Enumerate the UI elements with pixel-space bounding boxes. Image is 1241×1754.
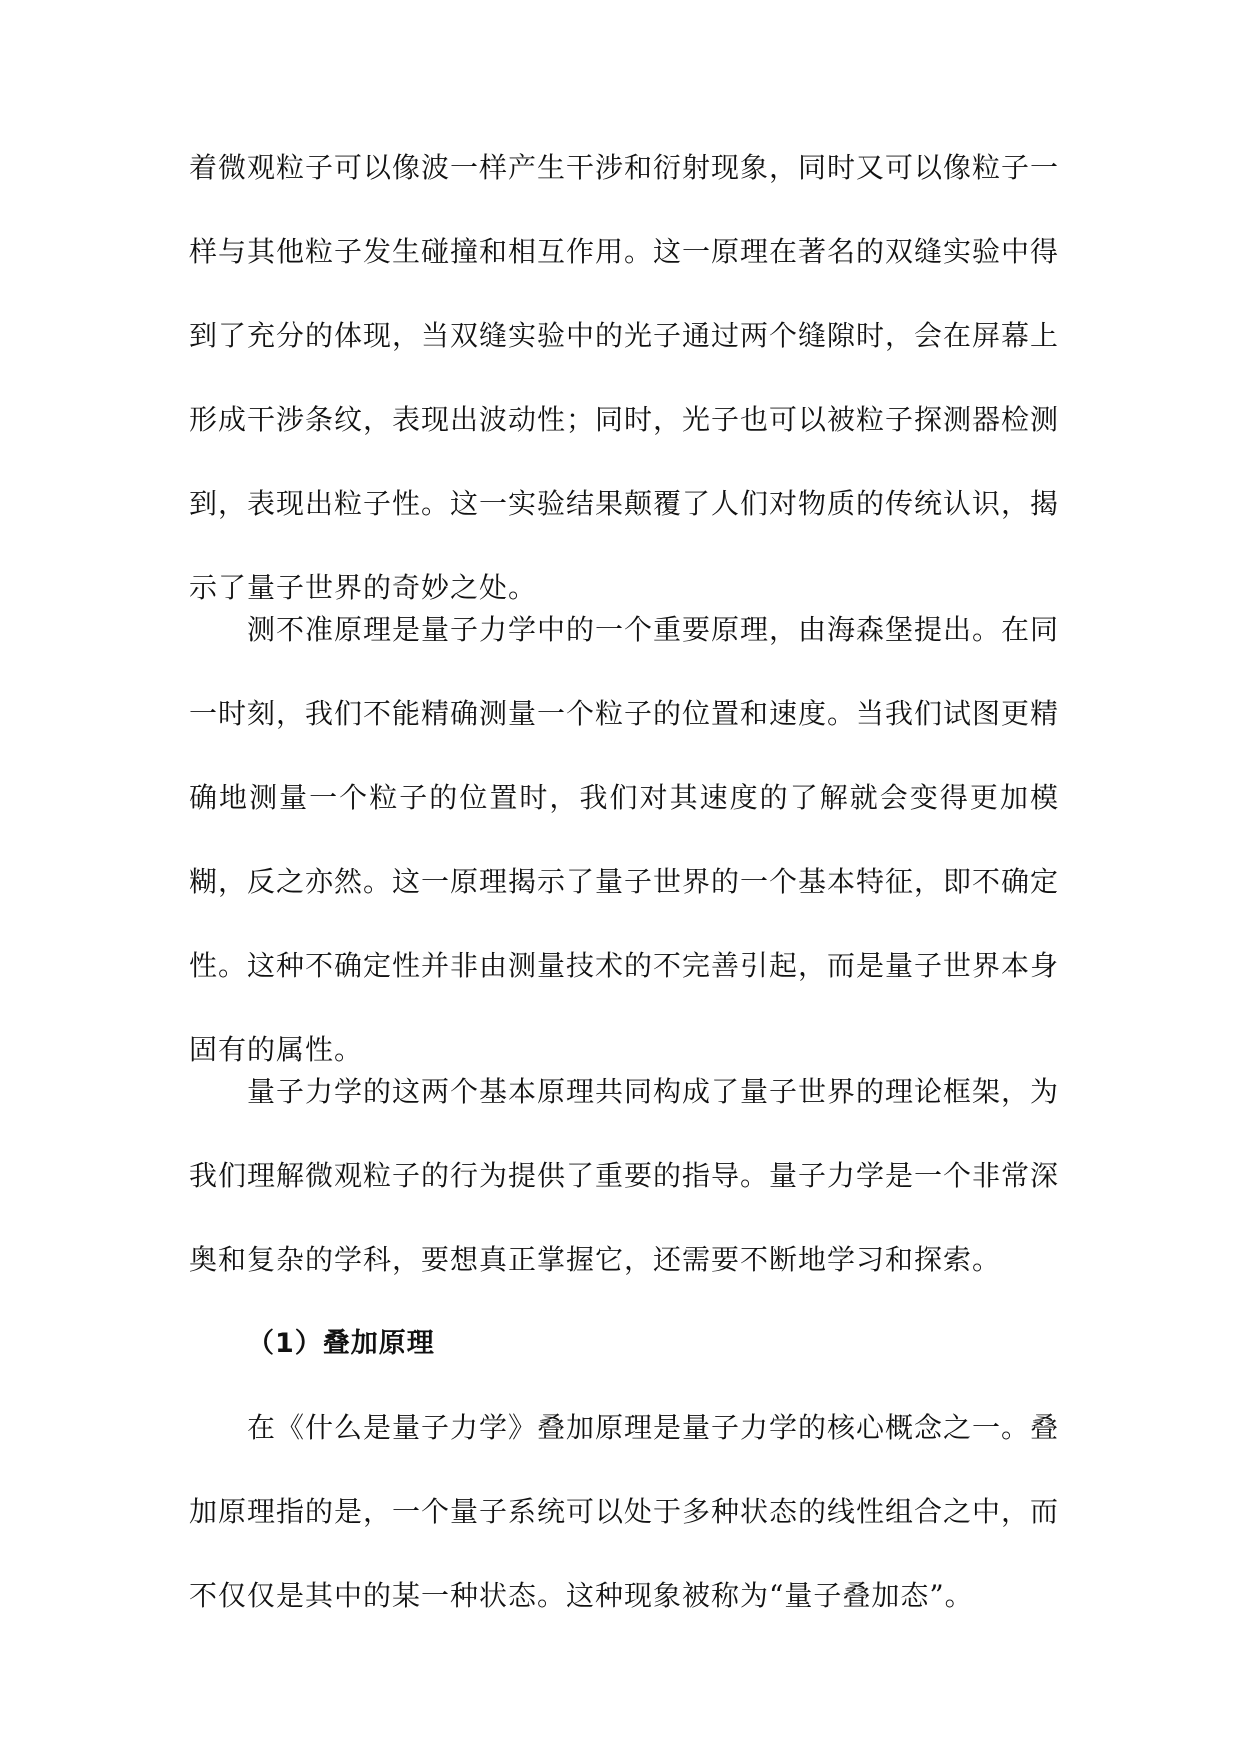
paragraph-superposition: 在《什么是量子力学》叠加原理是量子力学的核心概念之一。叠加原理指的是，一个量子系统可以处于多种状态的线性组合之中，而不仅仅是其中的某一种状态。这种现象被称为“量子叠加态”。 (189, 1411, 1060, 1612)
paragraph-summary: 量子力学的这两个基本原理共同构成了量子世界的理论框架，为我们理解微观粒子的行为提供了重要的指导。量子力学是一个非常深奥和复杂的学科，要想真正掌握它，还需要不断地学习和探索。 (189, 1075, 1060, 1276)
paragraph-uncertainty-principle: 测不准原理是量子力学中的一个重要原理，由海森堡提出。在同一时刻，我们不能精确测量一个粒子的位置和速度。当我们试图更精确地测量一个粒子的位置时，我们对其速度的了解就会变得更加模糊，反之亦然。这一原理揭示了量子世界的一个基本特征，即不确定性。这种不确定性并非由测量技术的不完善引起，而是量子世界本身固有的属性。 (189, 613, 1060, 1066)
paragraph-wave-particle-duality: 着微观粒子可以像波一样产生干涉和衍射现象，同时又可以像粒子一样与其他粒子发生碰撞和相互作用。这一原理在著名的双缝实验中得到了充分的体现，当双缝实验中的光子通过两个缝隙时，会在屏幕上形成干涉条纹，表现出波动性；同时，光子也可以被粒子探测器检测到，表现出粒子性。这一实验结果颠覆了人们对物质的传统认识，揭示了量子世界的奇妙之处。 (189, 151, 1060, 604)
section-heading-superposition: （1）叠加原理 (247, 1328, 435, 1359)
